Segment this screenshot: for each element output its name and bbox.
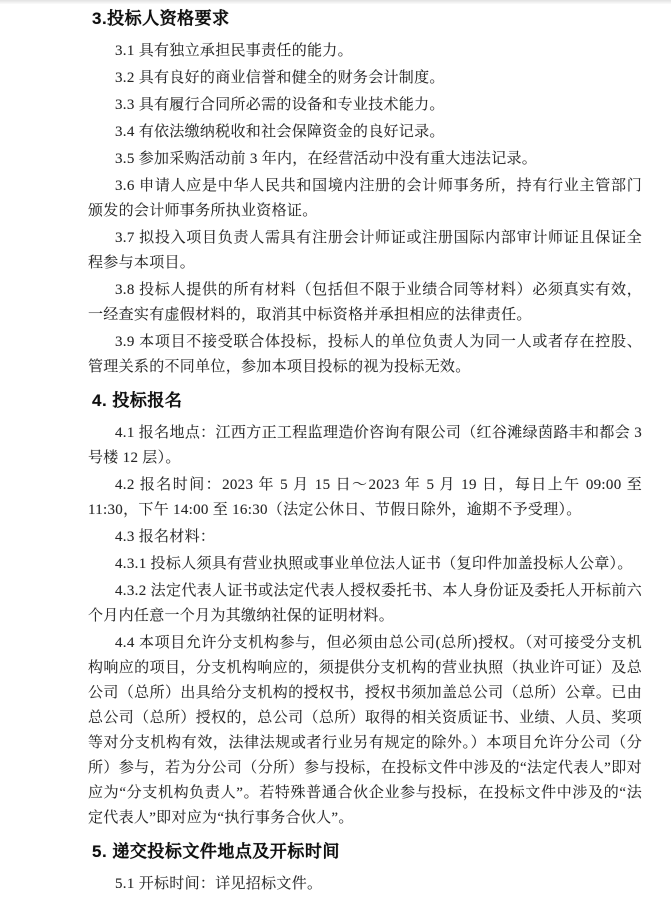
section-title-4: 4. 投标报名 <box>92 391 183 410</box>
clause-3-9: 3.9 本项目不接受联合体投标，投标人的单位负责人为同一人或者存在控股、管理关系的不同单位，参加本项目投标的视为投标无效。 <box>88 334 642 375</box>
clause-4-3-2: 4.3.2 法定代表人证书或法定代表人授权委托书、本人身份证及委托人开标前六个月内任意一个月为其缴纳社保的证明材料。 <box>88 583 642 624</box>
clause-3-6: 3.6 申请人应是中华人民共和国境内注册的会计师事务所，持有行业主管部门颁发的会计师事务所执业资格证。 <box>88 178 642 219</box>
section-bidder-qualification-requirements <box>88 7 642 380</box>
clause-3-2: 3.2 具有良好的商业信誉和健全的财务会计制度。 <box>115 70 445 86</box>
clause-4-3-1: 4.3.1 投标人须具有营业执照或事业单位法人证书（复印件加盖投标人公章）。 <box>115 556 633 572</box>
clause-3-4: 3.4 有依法缴纳税收和社会保障资金的良好记录。 <box>115 124 445 140</box>
clause-3-1: 3.1 具有独立承担民事责任的能力。 <box>115 43 353 59</box>
clause-4-2: 4.2 报名时间：2023 年 5 月 15 日～2023 年 5 月 19 日，每日上午 09:00 至 11:30，下午 14:00 至 16:30（法定公休日、节假日除外，逾期不予受理）。 <box>88 477 642 518</box>
section-title-5: 5. 递交投标文件地点及开标时间 <box>92 842 340 861</box>
clause-3-8: 3.8 投标人提供的所有材料（包括但不限于业绩合同等材料）必须真实有效，一经查实有虚假材料的，取消其中标资格并承担相应的法律责任。 <box>88 282 642 323</box>
section-title-3: 3.投标人资格要求 <box>92 9 230 28</box>
section-bid-submission-and-opening <box>88 840 642 897</box>
clause-5-1: 5.1 开标时间：详见招标文件。 <box>115 876 323 892</box>
clause-4-3: 4.3 报名材料： <box>115 529 216 545</box>
scan-edge-artifact <box>0 0 671 4</box>
clause-4-4: 4.4 本项目允许分支机构参与，但必须由总公司(总所)授权。（对可接受分支机构响应的项目，分支机构响应的，须提供分支机构的营业执照（执业许可证）及总公司（总所）出具给分支机构的授权书，授权书须加盖总公司（总所）公章。已由总公司（总所）授权的，总公司（总所）取得的相关资质证书、业绩、人员、奖项等对分支机构有效，法律法规或者行业另有规定的除外。）本项目允许分公司（分所）参与，若为分公司（分所）参与投标，在投标文件中涉及的“法定代表人”即对应为“分支机构负责人”。若特殊普通合伙企业参与投标，在投标文件中涉及的“法定代表人”即对应为“执行事务合伙人”。 <box>88 635 642 826</box>
clause-3-3: 3.3 具有履行合同所必需的设备和专业技术能力。 <box>115 97 445 113</box>
clause-4-1: 4.1 报名地点：江西方正工程监理造价咨询有限公司（红谷滩绿茵路丰和都会 3 号楼 12 层）。 <box>88 425 642 466</box>
clause-3-5: 3.5 参加采购活动前 3 年内，在经营活动中没有重大违法记录。 <box>115 151 538 167</box>
section-bid-registration <box>88 389 642 831</box>
clause-3-7: 3.7 拟投入项目负责人需具有注册会计师证或注册国际内部审计师证且保证全程参与本项目。 <box>88 230 642 271</box>
